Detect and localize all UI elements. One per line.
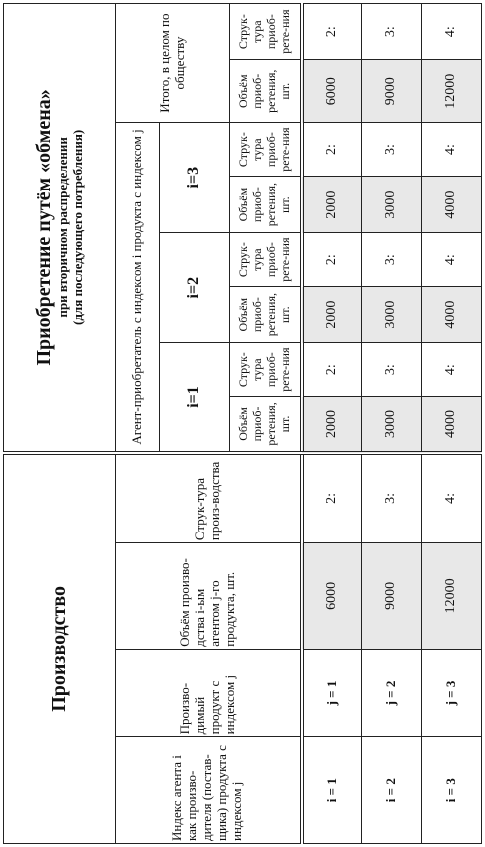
header-production-volume: Объём произво-дства i-ым агентом j-го продукта, шт. (116, 543, 302, 650)
production-title: Производство (4, 453, 116, 844)
table-row (302, 4, 362, 844)
row3-agent-index: i = 3 (422, 737, 482, 844)
row1-i2-structure: 2: (302, 233, 362, 287)
header-product-index: Произво-димый продукт с индексом j (116, 649, 302, 737)
exchange-title: Приобретение путём «обмена» (33, 89, 56, 366)
sub-structure-i1: Струк-тура приоб-рете-ния (230, 343, 302, 397)
row2-production-structure: 3: (362, 453, 422, 543)
header-total: Итого, в целом по обществу (116, 4, 230, 123)
header-production-structure: Струк-тура произ-водства (116, 453, 302, 543)
row2-i3-volume: 3000 (362, 177, 422, 233)
exchange-title-block (4, 4, 116, 453)
row2-i1-structure: 3: (362, 343, 422, 397)
row2-i1-volume: 3000 (362, 397, 422, 453)
table-row (362, 4, 422, 844)
row3-i1-structure: 4: (422, 343, 482, 397)
row3-i2-structure: 4: (422, 233, 482, 287)
row1-total-structure: 2: (302, 4, 362, 60)
sub-volume-i3: Объём приоб-ретения, шт. (230, 177, 302, 233)
row3-product-index: j = 3 (422, 649, 482, 737)
sub-structure-i3: Струк-тура приоб-рете-ния (230, 123, 302, 177)
row3-i2-volume: 4000 (422, 287, 482, 343)
row1-i2-volume: 2000 (302, 287, 362, 343)
row3-total-volume: 12000 (422, 60, 482, 123)
sub-structure-total: Струк-тура приоб-рете-ния (230, 4, 302, 60)
header-acquirer-agent: Агент-приобретатель с индексом i продукта с индексом j (116, 123, 160, 453)
row1-i1-volume: 2000 (302, 397, 362, 453)
row3-production-volume: 12000 (422, 543, 482, 650)
row1-production-volume: 6000 (302, 543, 362, 650)
row3-total-structure: 4: (422, 4, 482, 60)
row2-i3-structure: 3: (362, 123, 422, 177)
row3-i3-volume: 4000 (422, 177, 482, 233)
row1-production-structure: 2: (302, 453, 362, 543)
row1-agent-index: i = 1 (302, 737, 362, 844)
sub-structure-i2: Струк-тура приоб-рете-ния (230, 233, 302, 287)
row3-i3-structure: 4: (422, 123, 482, 177)
table-row (422, 4, 482, 844)
sub-volume-total: Объём приоб-ретения, шт. (230, 60, 302, 123)
header-agent-index: Индекс агента i как произво-дителя (постав-щика) продукта с индексом j (116, 737, 302, 844)
row2-total-volume: 9000 (362, 60, 422, 123)
exchange-subtitle-1: при вторичном распределении (55, 137, 71, 318)
production-exchange-table (3, 3, 482, 844)
row2-total-structure: 3: (362, 4, 422, 60)
exchange-subtitle-2: (для последующего потребления) (70, 129, 85, 325)
row2-i2-structure: 3: (362, 233, 422, 287)
group-header-i3: i=3 (160, 123, 230, 233)
row1-product-index: j = 1 (302, 649, 362, 737)
row1-total-volume: 6000 (302, 60, 362, 123)
sub-volume-i2: Объём приоб-ретения, шт. (230, 287, 302, 343)
group-header-i1: i=1 (160, 343, 230, 453)
row2-product-index: j = 2 (362, 649, 422, 737)
sub-volume-i1: Объём приоб-ретения, шт. (230, 397, 302, 453)
row2-production-volume: 9000 (362, 543, 422, 650)
row2-i2-volume: 3000 (362, 287, 422, 343)
row1-i3-volume: 2000 (302, 177, 362, 233)
row1-i3-structure: 2: (302, 123, 362, 177)
row3-production-structure: 4: (422, 453, 482, 543)
row2-agent-index: i = 2 (362, 737, 422, 844)
row3-i1-volume: 4000 (422, 397, 482, 453)
row1-i1-structure: 2: (302, 343, 362, 397)
group-header-i2: i=2 (160, 233, 230, 343)
